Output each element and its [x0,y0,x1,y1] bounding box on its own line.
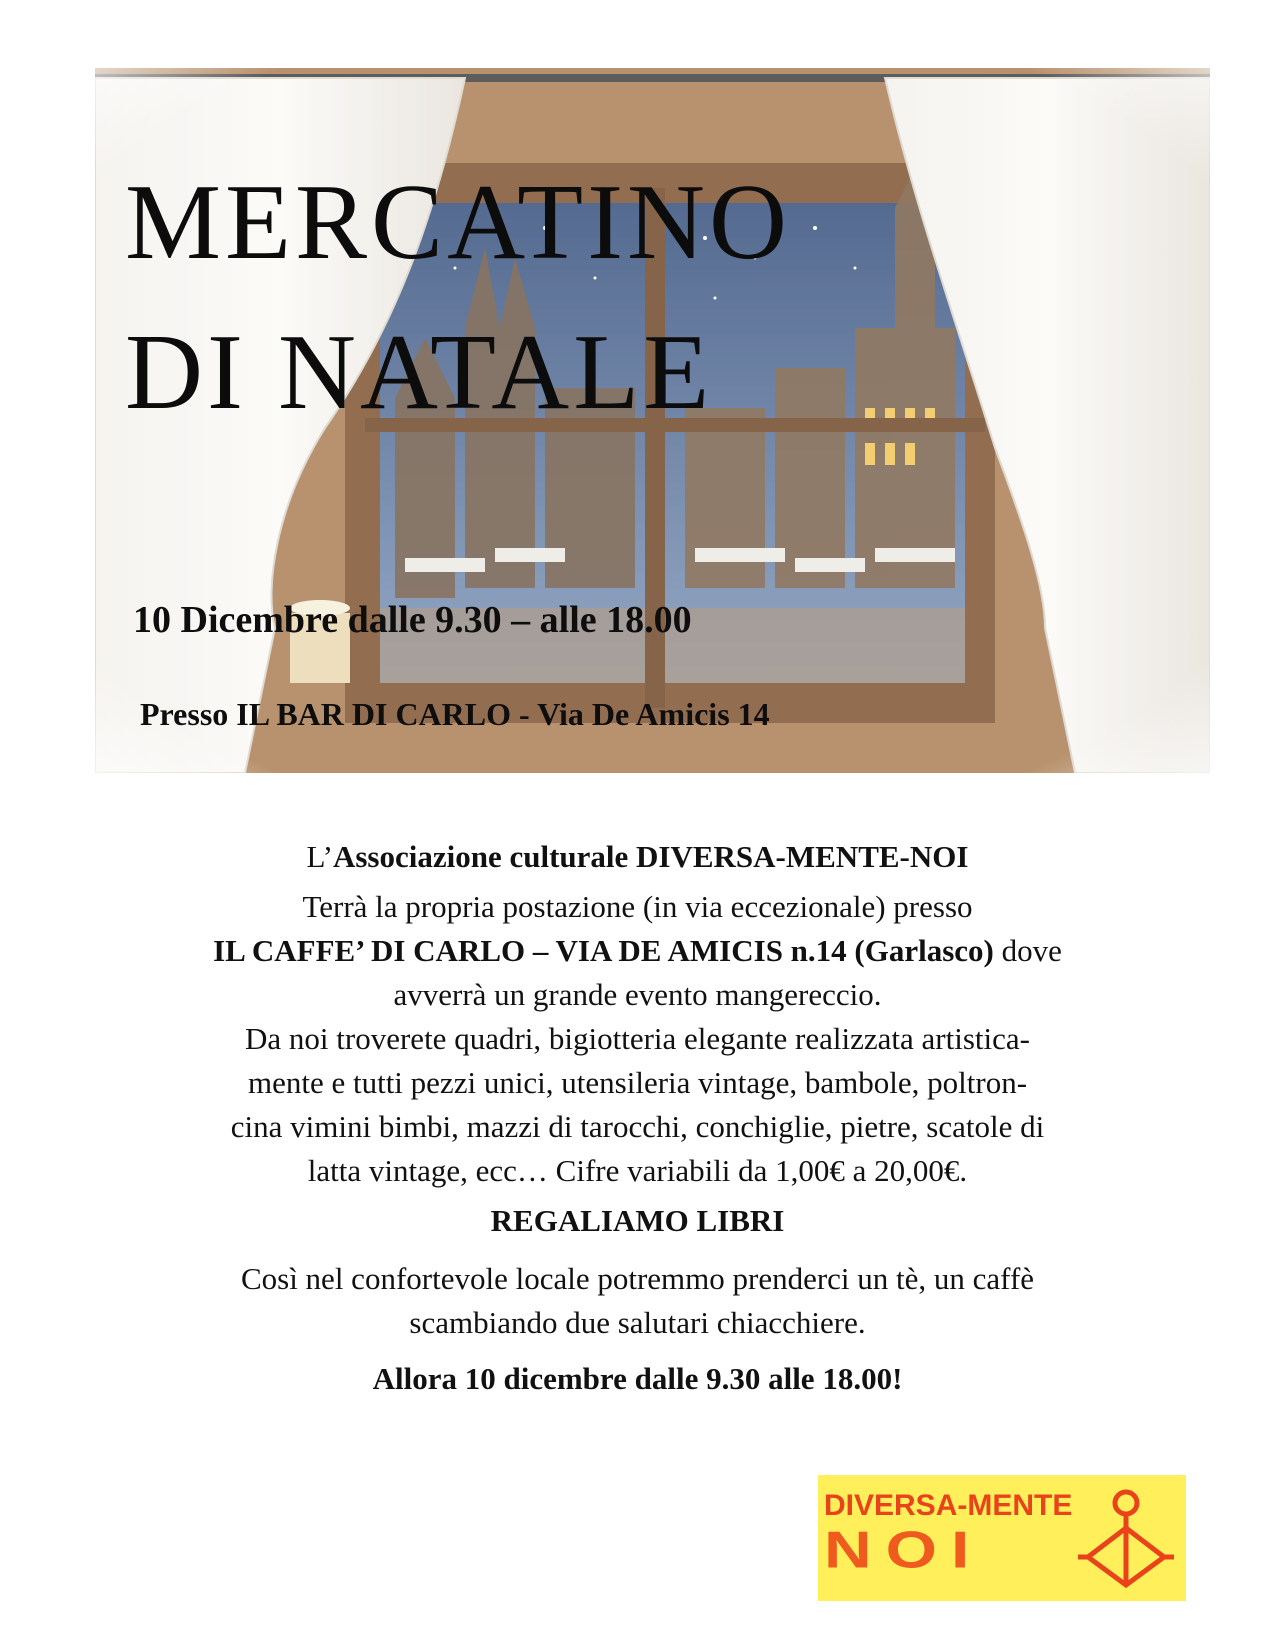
paragraph-3-line-2: scambiando due salutari chiacchiere. [409,1305,866,1340]
logo-line-2: NOI [824,1520,984,1579]
association-name: Associazione culturale DIVERSA-MENTE-NOI [332,839,969,874]
venue-after: dove [993,933,1062,968]
venue-bold: IL CAFFE’ DI CARLO – VIA DE AMICIS n.14 (Garlasco) [213,933,994,968]
event-date: 10 Dicembre dalle 9.30 – alle 18.00 [133,599,692,641]
logo-symbol-icon [1076,1483,1176,1595]
paragraph-2-line-2: mente e tutti pezzi unici, utensileria vintage, bambole, poltron- [247,1065,1028,1100]
title-line-2: DI NATALE [125,313,714,432]
paragraph-2-line-3: cina vimini bimbi, mazzi di tarocchi, conchiglie, pietre, scatole di [230,1109,1045,1144]
paragraph-1-line-3: avverrà un grande evento mangereccio. [393,977,882,1012]
event-description [110,835,1165,1401]
paragraph-2-line-4: latta vintage, ecc… Cifre variabili da 1,00€ a 20,00€. [307,1153,968,1188]
books-gift-heading: REGALIAMO LIBRI [490,1203,785,1238]
association-line [110,835,1165,879]
event-location: Presso IL BAR DI CARLO - Via De Amicis 14 [140,696,770,732]
title-line-1: MERCATINO [125,163,792,282]
paragraph-3-line-1: Così nel confortevole locale potremmo prenderci un tè, un caffè [240,1261,1035,1296]
closing-line: Allora 10 dicembre dalle 9.30 alle 18.00! [372,1361,903,1396]
association-prefix: L’ [306,839,333,874]
logo-line-1: DIVERSA-MENTE [824,1489,1073,1522]
event-title [125,148,791,448]
association-logo [818,1475,1186,1601]
paragraph-2-line-1: Da noi troverete quadri, bigiotteria elegante realizzata artistica- [245,1021,1030,1056]
hero-image [95,68,1210,773]
paragraph-1-line-1: Terrà la propria postazione (in via eccezionale) presso [302,889,973,924]
paragraph-1-line-2 [110,929,1165,973]
